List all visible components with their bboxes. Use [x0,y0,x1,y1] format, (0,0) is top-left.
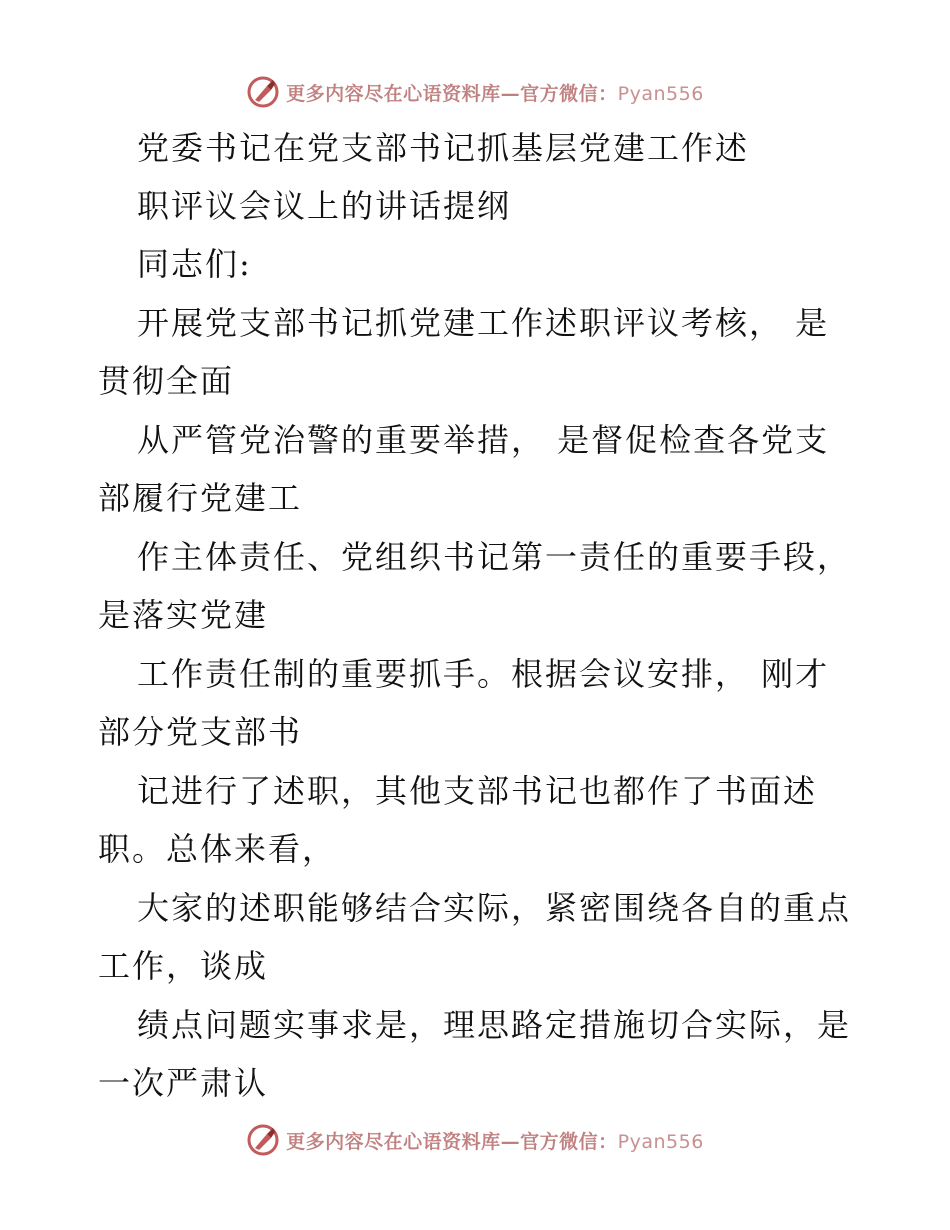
title-line: 党委书记在党支部书记抓基层党建工作述 [137,129,750,167]
watermark-text: 更多内容尽在心语资料库—官方微信：Pyan556 [286,1130,704,1153]
salutation: 同志们: [137,245,252,283]
paragraph-line: 绩点问题实事求是，理思路定措施切合实际，是 [137,1006,852,1044]
paragraph-line: 工作责任制的重要抓手。根据会议安排， 刚才 [137,655,830,693]
paragraph-line: 作主体责任、党组织书记第一责任的重要手段， [137,538,852,576]
paragraph-line: 记进行了述职，其他支部书记也都作了书面述 [137,772,818,810]
paragraph-line: 一次严肃认 [98,1064,269,1102]
pen-logo-icon [246,75,280,109]
paragraph-line: 大家的述职能够结合实际，紧密围绕各自的重点 [137,889,852,927]
pen-logo-icon [246,1123,280,1157]
watermark-header [0,72,950,112]
title-line: 职评议会议上的讲话提纲 [137,187,512,225]
paragraph-line: 职。总体来看， [98,830,337,868]
watermark-text: 更多内容尽在心语资料库—官方微信：Pyan556 [286,82,704,105]
paragraph-line: 开展党支部书记抓党建工作述职评议考核， 是 [137,304,830,342]
paragraph-line: 部分党支部书 [98,713,303,751]
paragraph-line: 贯彻全面 [98,362,235,400]
paragraph-line: 是落实党建 [98,596,269,634]
watermark-footer [0,1120,950,1160]
paragraph-line: 部履行党建工 [98,479,303,517]
paragraph-line: 从严管党治警的重要举措， 是督促检查各党支 [137,421,830,459]
paragraph-line: 工作，谈成 [98,947,269,985]
